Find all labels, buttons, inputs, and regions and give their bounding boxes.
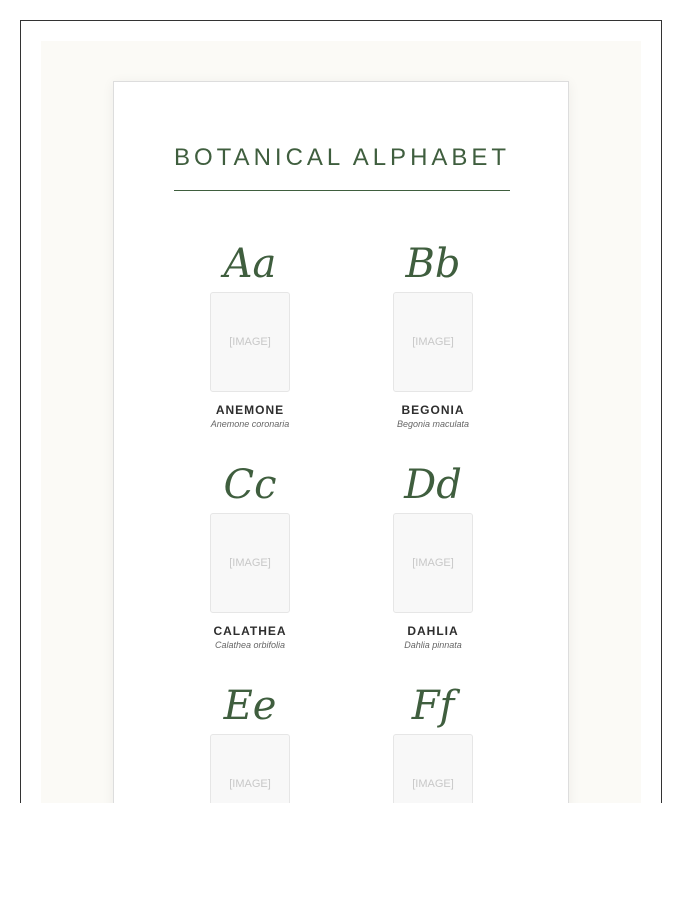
poster-page bbox=[113, 81, 569, 803]
image-placeholder bbox=[393, 734, 473, 803]
entry-letter: Aa bbox=[223, 241, 277, 287]
image-placeholder bbox=[210, 734, 290, 803]
image-placeholder bbox=[393, 513, 473, 613]
entry-common-name: DAHLIA bbox=[407, 624, 459, 638]
entry-latin-name: Anemone coronaria bbox=[210, 419, 290, 429]
image-placeholder bbox=[210, 513, 290, 613]
entry-latin-name: Calathea orbifolia bbox=[214, 640, 286, 650]
image-placeholder-label: [IMAGE] bbox=[412, 778, 454, 790]
poster-backdrop bbox=[41, 41, 641, 803]
image-placeholder bbox=[210, 292, 290, 392]
entry-common-name: ANEMONE bbox=[215, 403, 285, 417]
entry-letter: Dd bbox=[404, 462, 462, 508]
image-placeholder-label: [IMAGE] bbox=[229, 778, 271, 790]
image-placeholder-label: [IMAGE] bbox=[412, 336, 454, 348]
entry-common-name: BEGONIA bbox=[401, 403, 465, 417]
entry-letter: Bb bbox=[405, 241, 461, 287]
poster-title: BOTANICAL ALPHABET bbox=[174, 144, 511, 171]
image-placeholder-label: [IMAGE] bbox=[229, 336, 271, 348]
entry-d bbox=[353, 463, 513, 650]
entry-latin-name: Dahlia pinnata bbox=[404, 640, 462, 650]
entry-letter: Cc bbox=[223, 462, 277, 508]
image-placeholder-label: [IMAGE] bbox=[229, 557, 271, 569]
entry-letter: Ee bbox=[223, 683, 277, 729]
alphabet-grid bbox=[114, 82, 568, 803]
image-placeholder-label: [IMAGE] bbox=[412, 557, 454, 569]
entry-c bbox=[170, 463, 330, 650]
entry-b bbox=[353, 242, 513, 429]
entry-e bbox=[170, 684, 330, 803]
entry-letter: Ff bbox=[411, 683, 455, 729]
entry-a bbox=[170, 242, 330, 429]
entry-latin-name: Begonia maculata bbox=[396, 419, 470, 429]
document-frame bbox=[20, 20, 662, 803]
entry-common-name: CALATHEA bbox=[213, 624, 287, 638]
image-placeholder bbox=[393, 292, 473, 392]
entry-f bbox=[353, 684, 513, 803]
